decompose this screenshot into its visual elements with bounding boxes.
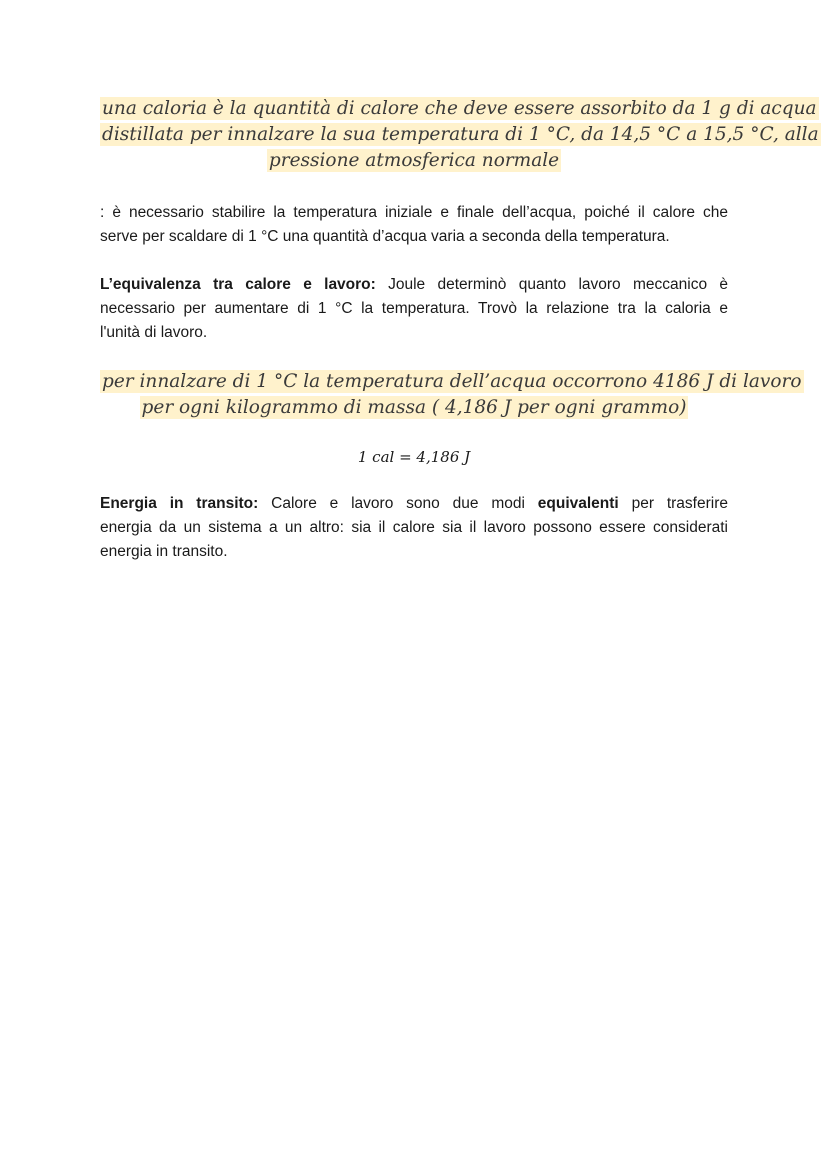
definition-line: distillata per innalzare la sua temperatura di 1 °C, da 14,5 °C a 15,5 °C, alla — [102, 124, 819, 145]
paragraph-line: Energia in transito: Calore e lavoro sono due modi equivalenti per trasferire — [100, 495, 728, 512]
definition-line: pressione atmosferica normale — [268, 150, 560, 171]
paragraph-line: : è necessario stabilire la temperatura iniziale e finale dell’acqua, poiché il calore che — [100, 204, 728, 221]
paragraph-line: serve per scaldare di 1 °C una quantità d’acqua varia a seconda della temperatura. — [100, 228, 670, 245]
paragraph-note-temperatura — [100, 201, 728, 249]
paragraph-line: necessario per aumentare di 1 °C la temperatura. Trovò la relazione tra la caloria e — [100, 300, 728, 317]
definition-line: una caloria è la quantità di calore che deve essere assorbito da 1 g di acqua — [102, 98, 817, 119]
paragraph-energia-transito — [100, 492, 728, 564]
paragraph-equivalenza — [100, 273, 728, 345]
equivalenza-heading: L’equivalenza tra calore e lavoro: — [100, 276, 376, 293]
highlighted-definition-caloria — [100, 96, 819, 174]
paragraph-line: L’equivalenza tra calore e lavoro: Joule determinò quanto lavoro meccanico è — [100, 276, 728, 293]
paragraph-line: energia in transito. — [100, 543, 228, 560]
energia-heading: Energia in transito: — [100, 495, 259, 512]
definition-line: per innalzare di 1 °C la temperatura dell’acqua occorrono 4186 J di lavoro — [102, 371, 802, 392]
highlighted-definition-joule — [100, 369, 802, 421]
formula-cal-joule: 1 cal = 4,186 J — [357, 448, 471, 466]
paragraph-line: l'unità di lavoro. — [100, 324, 208, 341]
paragraph-line: energia da un sistema a un altro: sia il calore sia il lavoro possono essere considerati — [100, 519, 728, 536]
definition-line: per ogni kilogrammo di massa ( 4,186 J per ogni grammo) — [141, 397, 687, 418]
equivalenti-emphasis: equivalenti — [537, 495, 619, 512]
